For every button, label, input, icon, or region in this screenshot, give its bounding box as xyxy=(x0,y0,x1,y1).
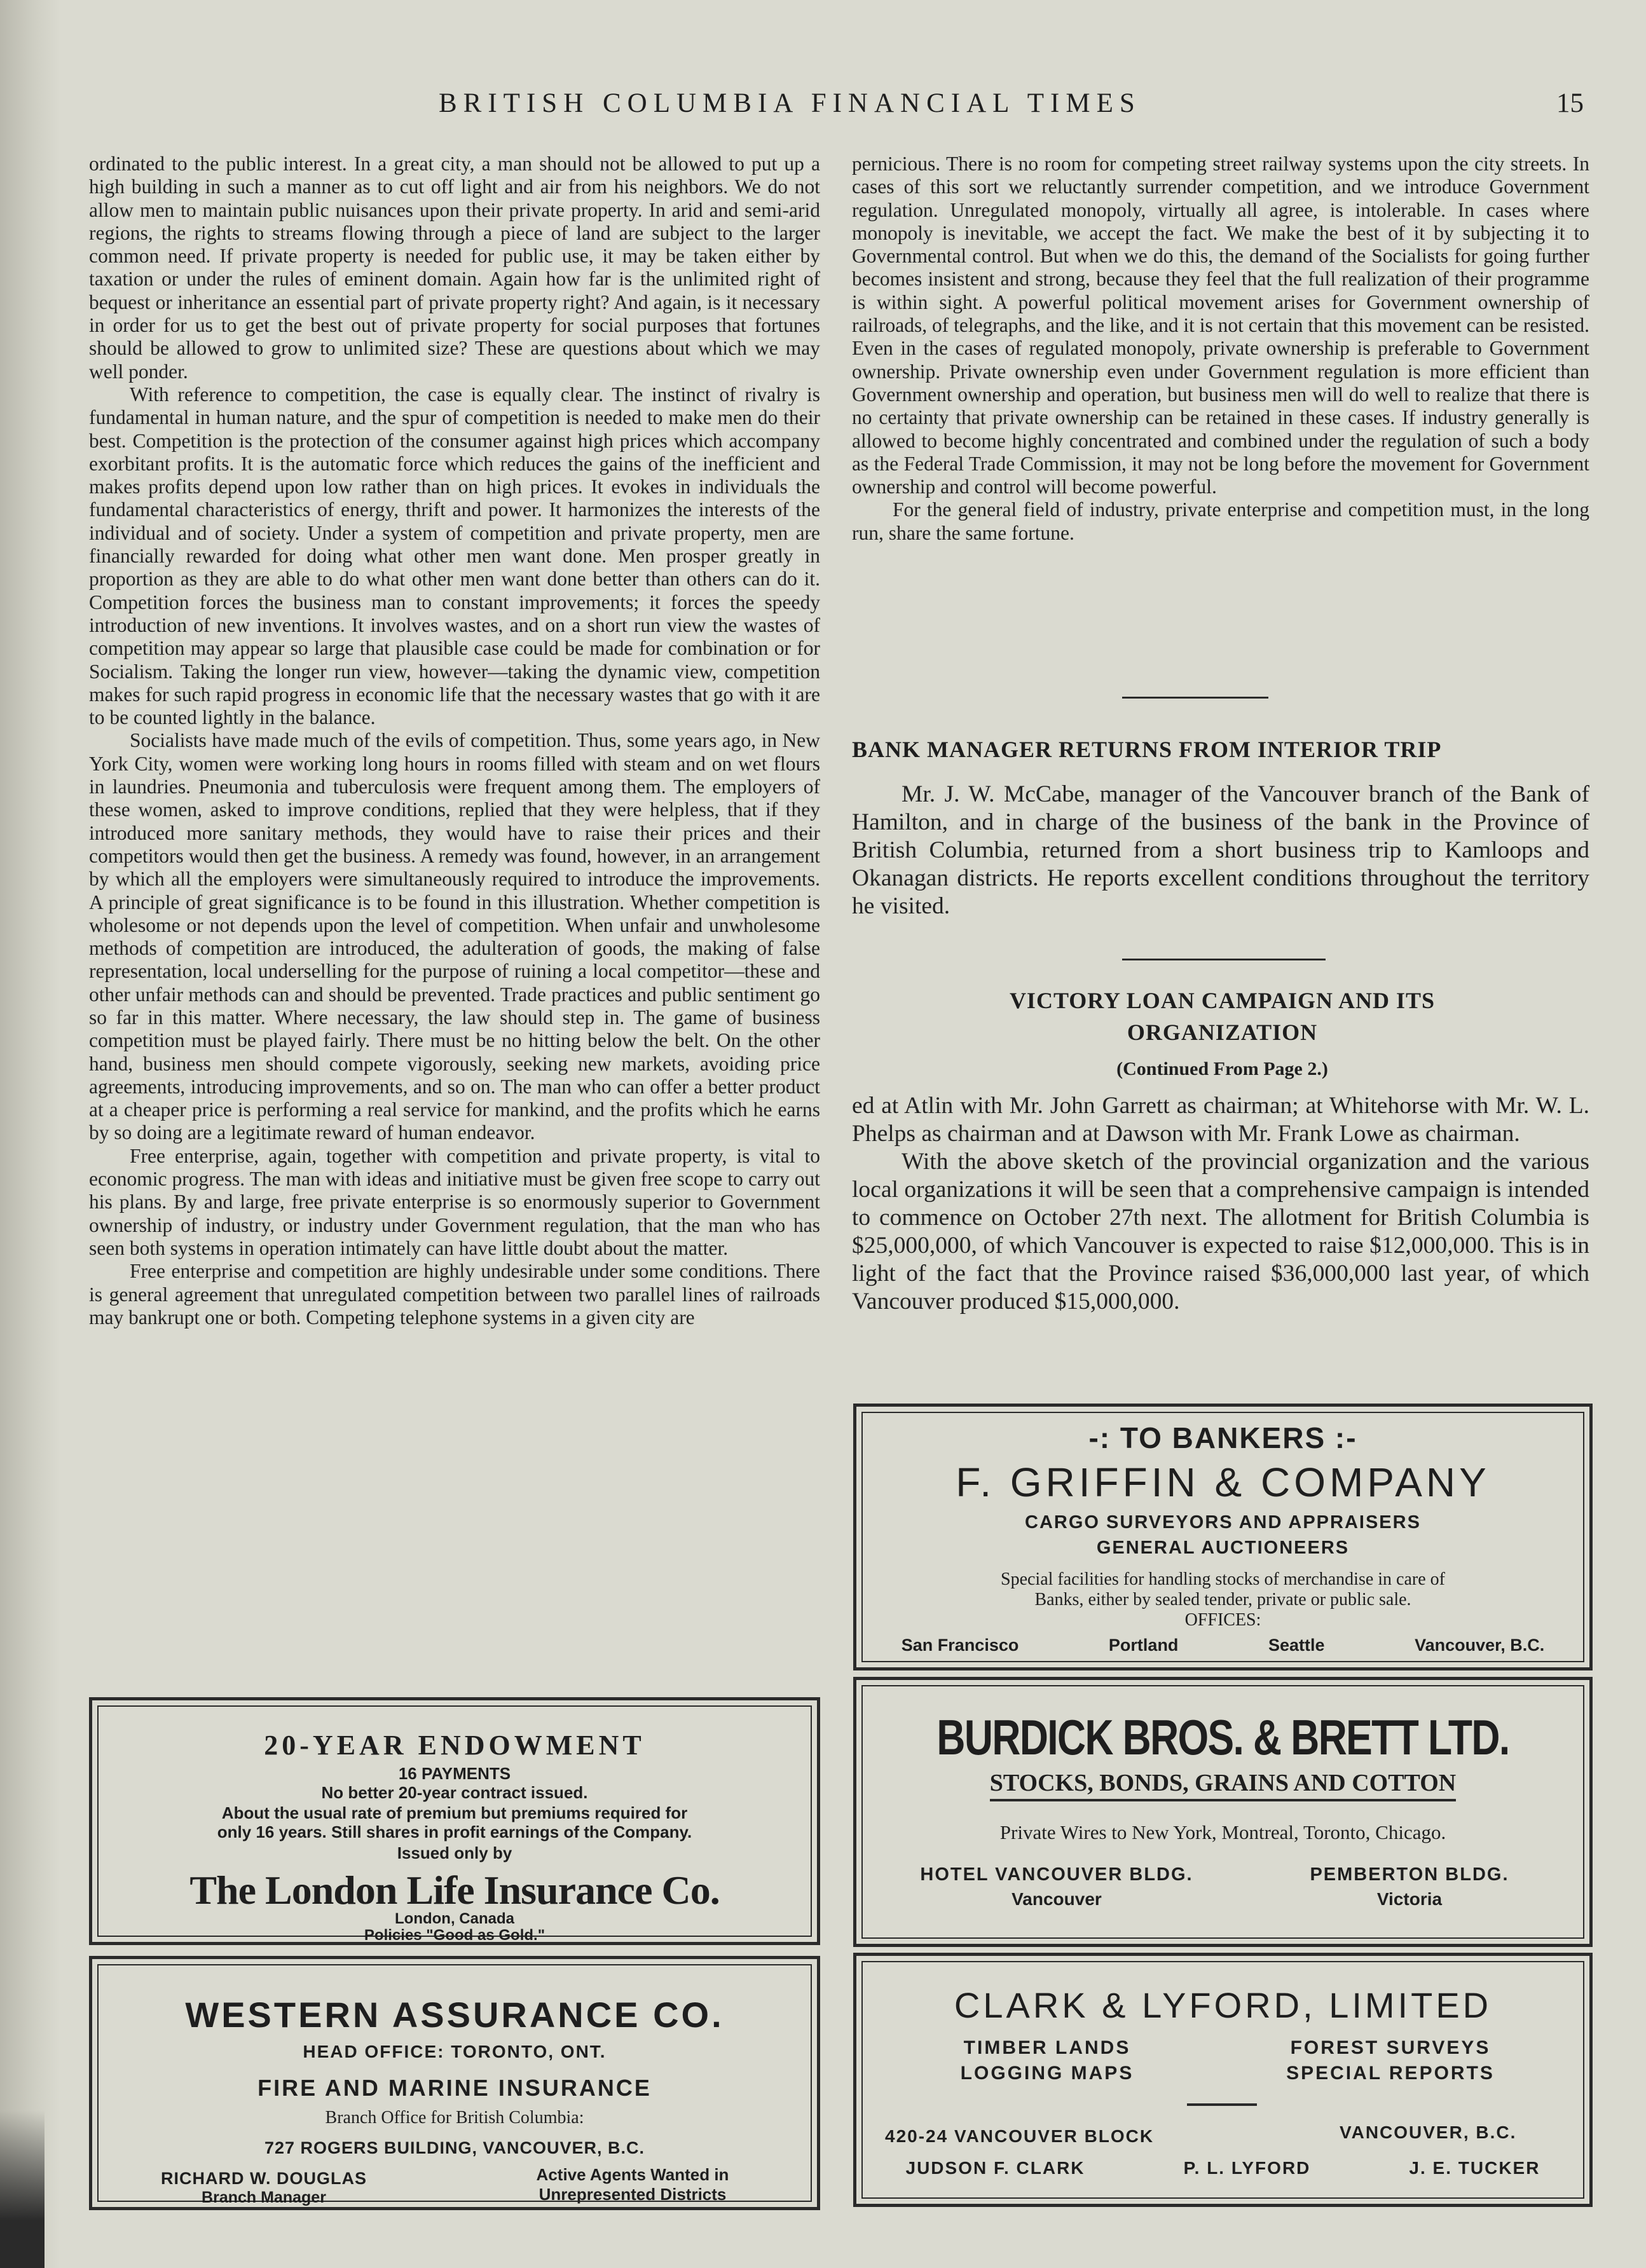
ad-offices xyxy=(856,1636,1589,1655)
ad-line: Issued only by xyxy=(397,1843,512,1862)
ad-agents-wanted: Active Agents Wanted in Unrepresented Districts xyxy=(536,2165,729,2204)
ad-banner: -: TO BANKERS :- xyxy=(1088,1421,1357,1454)
ad-london-life xyxy=(89,1697,820,1945)
office-city: Seattle xyxy=(1268,1636,1325,1655)
bank-manager-article xyxy=(852,781,1589,920)
article-paragraph: ordinated to the public interest. In a great city, a man should not be allowed to put up a high building in such a manner as to cut off light and air from his neighbors. We do not allow men to maintain public nuisances upon their private property. In arid and semi-arid regions, the rights to streams flowing through a piece of land are subject to the larger common need. If private property is needed for public use, it may be taken either by taxation or under the rules of eminent domain. Again how far is the unlimited right of bequest or inheritance an essential part of private property right? And again, is it necessary in order for us to get the best out of private property for social purposes that fortunes should be allowed to grow to unlimited size? These are questions about which we may well ponder. xyxy=(89,153,820,383)
office-city: San Francisco xyxy=(901,1636,1019,1655)
ad-person: P. L. LYFORD xyxy=(1183,2158,1311,2178)
ad-line: No better 20-year contract issued. xyxy=(321,1783,588,1802)
ad-line: HEAD OFFICE: TORONTO, ONT. xyxy=(303,2042,607,2061)
right-column-article xyxy=(852,153,1589,667)
ad-company: The London Life Insurance Co. xyxy=(189,1868,720,1913)
left-column-article xyxy=(89,153,820,1684)
victory-loan-heading-line2: ORGANIZATION xyxy=(1127,1020,1318,1045)
ad-line: About the usual rate of premium but premiums required for xyxy=(221,1803,688,1822)
ad-location: London, Canada xyxy=(395,1910,514,1927)
ad-clark-lyford xyxy=(853,1953,1593,2207)
ad-company: WESTERN ASSURANCE CO. xyxy=(185,1995,724,2035)
section-divider xyxy=(1122,959,1326,960)
article-paragraph: Mr. J. W. McCabe, manager of the Vancouver branch of the Bank of Hamilton, and in charge of the business of the bank in the Province of British Columbia, returned from a short business trip to Kamloops and Okanagan districts. He reports excellent conditions throughout the territory he visited. xyxy=(852,781,1589,919)
ad-western-assurance xyxy=(89,1956,820,2210)
ad-company: BURDICK BROS. & BRETT LTD. xyxy=(936,1709,1509,1765)
ad-line: 16 PAYMENTS xyxy=(398,1764,511,1783)
ad-person: J. E. TUCKER xyxy=(1409,2158,1540,2178)
victory-loan-heading-line1: VICTORY LOAN CAMPAIGN AND ITS xyxy=(1009,988,1436,1013)
binding-shadow xyxy=(0,2110,45,2268)
article-paragraph: Socialists have made much of the evils of competition. Thus, some years ago, in New York City, women were working long hours in rooms filled with steam and on wet flours in laundries. Pneumonia and tuberculosis were frequent among them. The employers of these women, asked to improve conditions, replied that they were helpless, that if they introduced more sanitary methods, they would have to raise their prices and their competitors would then get the business. A remedy was found, however, in an arrangement by which all the employers were simultaneously required to introduce the improvements. A principle of great significance is to be found in this illustration. Whether competition is wholesome or not depends upon the level of competition. When unfair and unwholesome methods of competition are introduced, the adulteration of goods, the making of false representation, local underselling for the purpose of ruining a local competitor—these and other unfair methods can and should be prevented. Trade practices and public sentiment go so far in this matter. Where necessary, the law should step in. The game of business competition must be played fairly. There must be no hitting below the belt. On the other hand, business men should compete vigorously, seeking new markets, avoiding price agreements, introducing improvements, and so on. The man who can offer a better product at a cheaper price is performing a real service for mankind, and the profits which he earns by so doing are a legitimate reward of human endeavor. xyxy=(89,729,820,1144)
page-header xyxy=(0,88,1646,132)
ad-line: only 16 years. Still shares in profit earnings of the Company. xyxy=(217,1822,692,1841)
ad-griffin xyxy=(853,1404,1593,1670)
section-divider xyxy=(1122,697,1268,699)
binding-gutter xyxy=(0,0,60,2268)
ad-company: CLARK & LYFORD, LIMITED xyxy=(954,1985,1492,2025)
ad-line: FIRE AND MARINE INSURANCE xyxy=(257,2075,652,2101)
ad-people xyxy=(856,2158,1589,2178)
ad-offices-label: OFFICES: xyxy=(1184,1610,1261,1630)
ad-line: CARGO SURVEYORS AND APPRAISERS xyxy=(1025,1512,1421,1533)
article-paragraph: Free enterprise and competition are highly undesirable under some conditions. There is general agreement that unregulated competition between two parallel lines of railroads may bankrupt one or both. Competing telephone systems in a given city are xyxy=(89,1260,820,1329)
ad-line: Special facilities for handling stocks of merchandise in care of xyxy=(1001,1569,1445,1589)
article-paragraph: Free enterprise, again, together with competition and private property, is vital to economic progress. The man with ideas and initiative must be given free scope to carry out his plans. By and large, free private enterprise is so enormously superior to Government ownership of industry, or industry under Government regulation, that the man who has seen both systems in operation intimately can have little doubt about the matter. xyxy=(89,1144,820,1259)
continued-note: (Continued From Page 2.) xyxy=(1116,1058,1328,1079)
office-city: Vancouver, B.C. xyxy=(1415,1636,1545,1655)
article-paragraph: For the general field of industry, private enterprise and competition must, in the long run, share the same fortune. xyxy=(852,498,1589,544)
ad-services-left: TIMBER LANDS LOGGING MAPS xyxy=(960,2037,1134,2084)
ad-address: 727 ROGERS BUILDING, VANCOUVER, B.C. xyxy=(264,2138,645,2157)
office-city: Portland xyxy=(1108,1636,1179,1655)
ad-manager: RICHARD W. DOUGLAS Branch Manager xyxy=(161,2169,367,2206)
ad-company: F. GRIFFIN & COMPANY xyxy=(956,1459,1490,1505)
ad-services-right: FOREST SURVEYS SPECIAL REPORTS xyxy=(1286,2037,1495,2084)
bank-manager-heading: BANK MANAGER RETURNS FROM INTERIOR TRIP xyxy=(852,737,1442,762)
page-number: 15 xyxy=(1556,88,1584,118)
ad-tagline: STOCKS, BONDS, GRAINS AND COTTON xyxy=(856,1769,1589,1797)
ad-wires: Private Wires to New York, Montreal, Toronto, Chicago. xyxy=(999,1821,1446,1843)
ad-burdick xyxy=(853,1677,1593,1947)
article-paragraph: With reference to competition, the case is equally clear. The instinct of rivalry is fundamental in human nature, and the spur of competition is needed to make men do their best. Competition is the protection of the consumer against high prices which accompany exorbitant profits. It is the automatic force which reduces the gains of the inefficient and makes profits depend upon low rather than on high prices. It evokes in individuals the fundamental characteristics of energy, thrift and power. It harmonizes the interests of the individual and of society. Under a system of competition and private property, men are financially rewarded for doing what other men want done. Men prosper greatly in proportion as they are able to do what other men want done better than others can do it. Competition forces the business man to constant improvements; it forces the speedy introduction of new inventions. It involves wastes, and on a short run view the wastes of competition may appear so large that plausible case could be made for combination or for Socialism. Taking the longer run view, however—taking the dynamic view, competition makes for such rapid progress in economic life that the necessary wastes that go with it are to be counted lightly in the balance. xyxy=(89,383,820,729)
ad-slogan: Policies "Good as Gold." xyxy=(364,1927,545,1944)
article-paragraph: pernicious. There is no room for competing street railway systems upon the city streets. In cases of this sort we reluctantly surrender competition, and we introduce Government regulation. Unregulated monopoly, virtually all agree, is intolerable. In cases where monopoly is inevitable, we accept the fact. We make the best of it by subjecting it to Governmental control. But when we do this, the demand of the Socialists for going further becomes insistent and strong, because they feel that the full realization of their programme is within sight. A powerful political movement arises for Government ownership of railroads, of telegraphs, and the like, and it is not certain that this movement can be resisted. Even in the cases of regulated monopoly, private ownership is preferable to Government ownership. Private ownership even under Government regulation is more efficient than Government ownership and operation, but business men will do well to realize that there is no certainty that private ownership can be retained in these cases. If industry generally is allowed to become highly concentrated and combined under the regulation of such a body as the Federal Trade Commission, it may not be long before the movement for Government ownership and control will become powerful. xyxy=(852,153,1589,498)
article-paragraph: ed at Atlin with Mr. John Garrett as chairman; at Whitehorse with Mr. W. L. Phelps as chairman and at Dawson with Mr. Frank Lowe as chairman. xyxy=(852,1093,1589,1147)
victory-loan-article xyxy=(852,1092,1589,1316)
ad-line: Branch Office for British Columbia: xyxy=(325,2108,584,2128)
ad-line: GENERAL AUCTIONEERS xyxy=(1096,1538,1350,1558)
ad-title: 20-YEAR ENDOWMENT xyxy=(264,1730,645,1761)
ad-person: JUDSON F. CLARK xyxy=(905,2158,1085,2178)
ad-address: 420-24 VANCOUVER BLOCK xyxy=(885,2126,1155,2146)
ad-line: Banks, either by sealed tender, private or public sale. xyxy=(1034,1590,1411,1609)
ad-office: PEMBERTON BLDG. Victoria xyxy=(1310,1864,1509,1909)
running-title: BRITISH COLUMBIA FINANCIAL TIMES xyxy=(439,88,1141,118)
ad-office: HOTEL VANCOUVER BLDG. Vancouver xyxy=(920,1864,1193,1909)
ad-divider xyxy=(1187,2103,1257,2106)
article-paragraph: With the above sketch of the provincial organization and the various local organizations it will be seen that a comprehensive campaign is intended to commence on October 27th next. The allotment for British Columbia is $25,000,000, of which Vancouver is expected to raise $12,000,000. This is in light of the fact that the Province raised $36,000,000 last year, of which Vancouver produced $15,000,000. xyxy=(852,1149,1589,1315)
ad-city: VANCOUVER, B.C. xyxy=(1340,2122,1517,2142)
